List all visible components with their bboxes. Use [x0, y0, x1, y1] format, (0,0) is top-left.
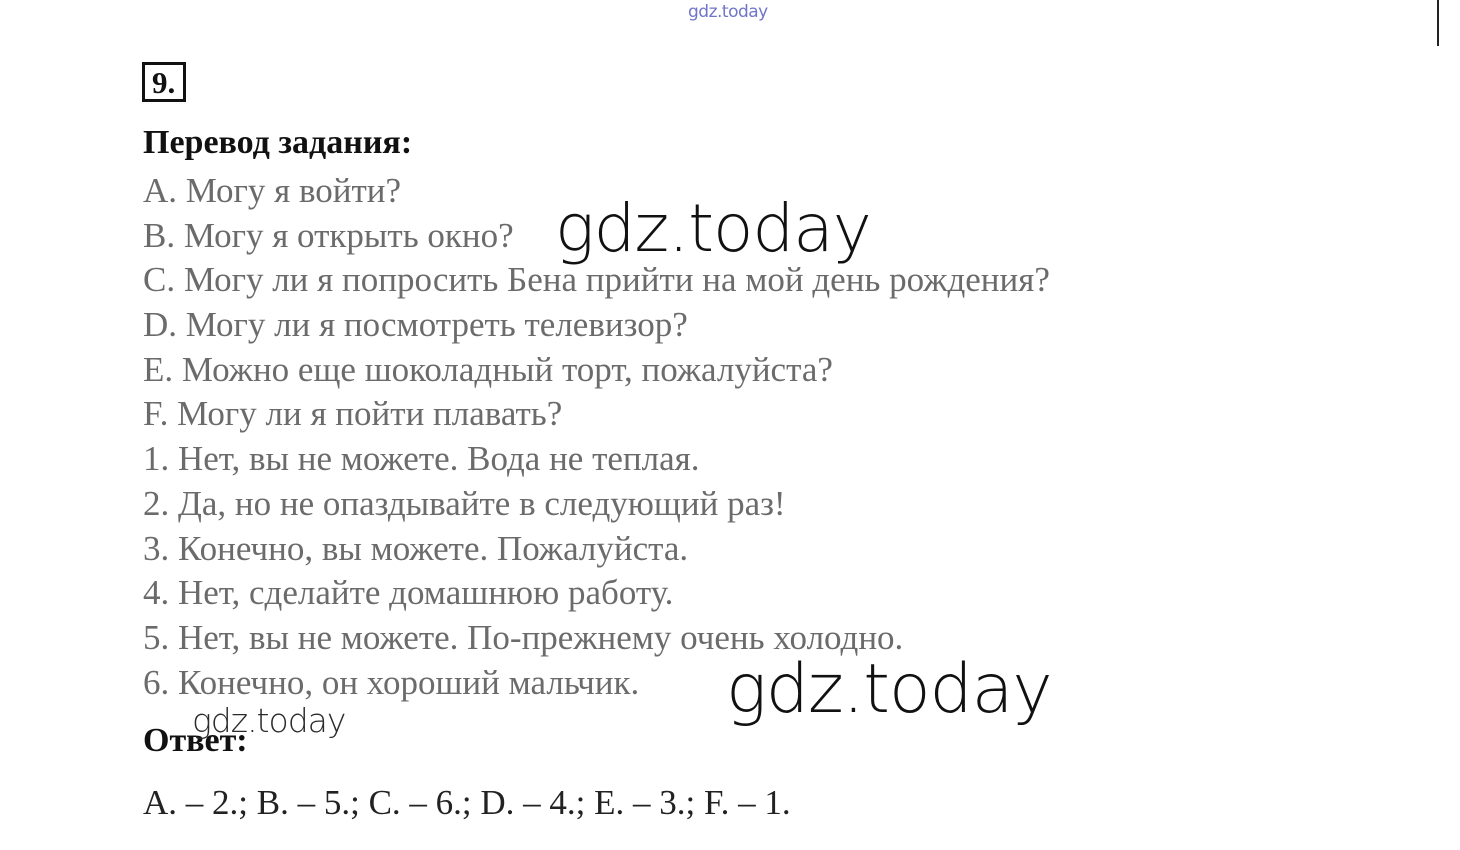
translation-line-c: C. Могу ли я попросить Бена прийти на мой день рождения? [143, 260, 1050, 299]
answer-heading: Ответ: [143, 722, 248, 759]
watermark-top: gdz.today [688, 2, 768, 22]
translation-heading: Перевод задания: [143, 124, 413, 161]
answer-text: A. – 2.; B. – 5.; C. – 6.; D. – 4.; E. – 3.; F. – 1. [143, 783, 791, 822]
translation-line-f: F. Могу ли я пойти плавать? [143, 394, 563, 433]
translation-line-3: 3. Конечно, вы можете. Пожалуйста. [143, 529, 689, 568]
page-edge-line [1437, 0, 1439, 46]
translation-line-d: D. Могу ли я посмотреть телевизор? [143, 305, 688, 344]
watermark-bottom-large: gdz.today [726, 650, 1052, 729]
translation-line-e: E. Можно еще шоколадный торт, пожалуйста? [143, 350, 833, 389]
task-number-box: 9. [142, 62, 186, 102]
translation-line-1: 1. Нет, вы не можете. Вода не теплая. [143, 439, 700, 478]
translation-line-2: 2. Да, но не опаздывайте в следующий раз! [143, 484, 786, 523]
watermark-bottom-small: gdz.today [192, 701, 346, 740]
translation-line-5: 5. Нет, вы не можете. По-прежнему очень холодно. [143, 618, 904, 657]
translation-line-6: 6. Конечно, он хороший мальчик. [143, 663, 640, 702]
translation-line-b: B. Могу я открыть окно? [143, 216, 514, 255]
translation-line-a: A. Могу я войти? [143, 171, 402, 210]
translation-line-4: 4. Нет, сделайте домашнюю работу. [143, 573, 674, 612]
watermark-middle: gdz.today [555, 190, 871, 267]
